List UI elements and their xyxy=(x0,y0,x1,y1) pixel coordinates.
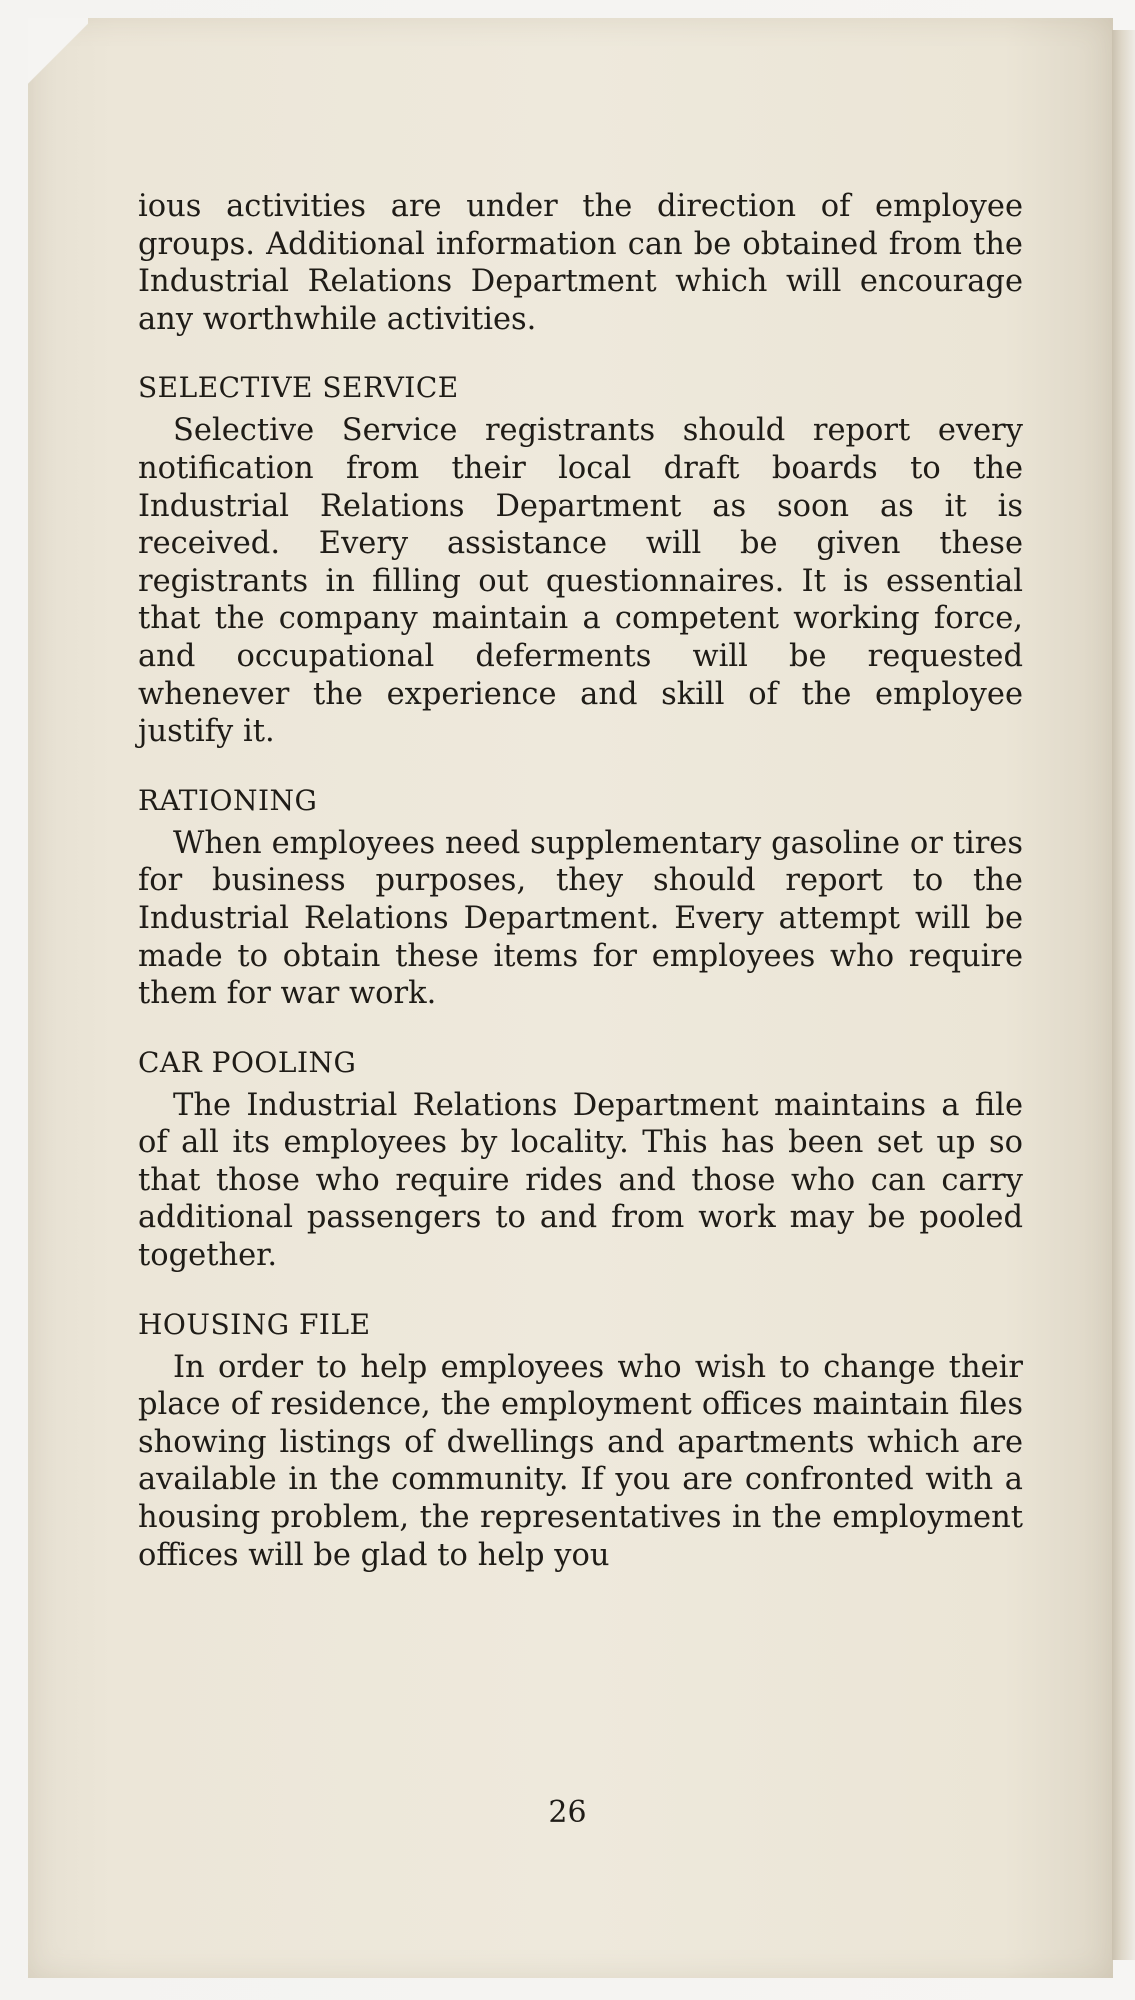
section-heading: CAR POOLING xyxy=(138,1045,357,1079)
section-heading: HOUSING FILE xyxy=(138,1307,371,1341)
section-car-pooling xyxy=(138,1043,1023,1275)
folded-corner xyxy=(28,18,88,88)
page-edge xyxy=(1112,30,1135,1960)
section-selective-service xyxy=(138,368,1023,750)
page-number: 26 xyxy=(548,1795,587,1830)
section-heading: SELECTIVE SERVICE xyxy=(138,371,459,405)
page-text xyxy=(138,188,1023,1604)
section-body: When employees need supplementary gasoline or tires for business purposes, they should report to the Industrial Relations Department. Every attempt will be made to obtain these items for employees who require them for war work. xyxy=(138,825,1023,1012)
continued-paragraph: ious activities are under the direction of employee groups. Additional information can be obtained from the Industrial Relations Department which will encourage any worthwhile activities. xyxy=(138,189,1023,337)
section-housing-file xyxy=(138,1305,1023,1575)
section-body: Selective Service registrants should report every notification from their local draft boards to the Industrial Relations Department as soon as it is received. Every assistance will be given these registrants in filling out questionnaires. It is essential that the company maintain a competent working force, and occupational deferments will be requested whenever the experience and skill of the employee justify it. xyxy=(138,413,1023,750)
section-body: In order to help employees who wish to change their place of residence, the employment offices maintain files showing listings of dwellings and apartments which are available in the community. If you are confronted with a housing problem, the representatives in the employment offices will be glad to help you xyxy=(138,1349,1023,1573)
section-heading: RATIONING xyxy=(138,783,318,817)
section-body: The Industrial Relations Department maintains a file of all its employees by locality. This has been set up so that those who require rides and those who can carry additional passengers to and from work may be pooled together. xyxy=(138,1087,1023,1274)
section-rationing xyxy=(138,781,1023,1013)
